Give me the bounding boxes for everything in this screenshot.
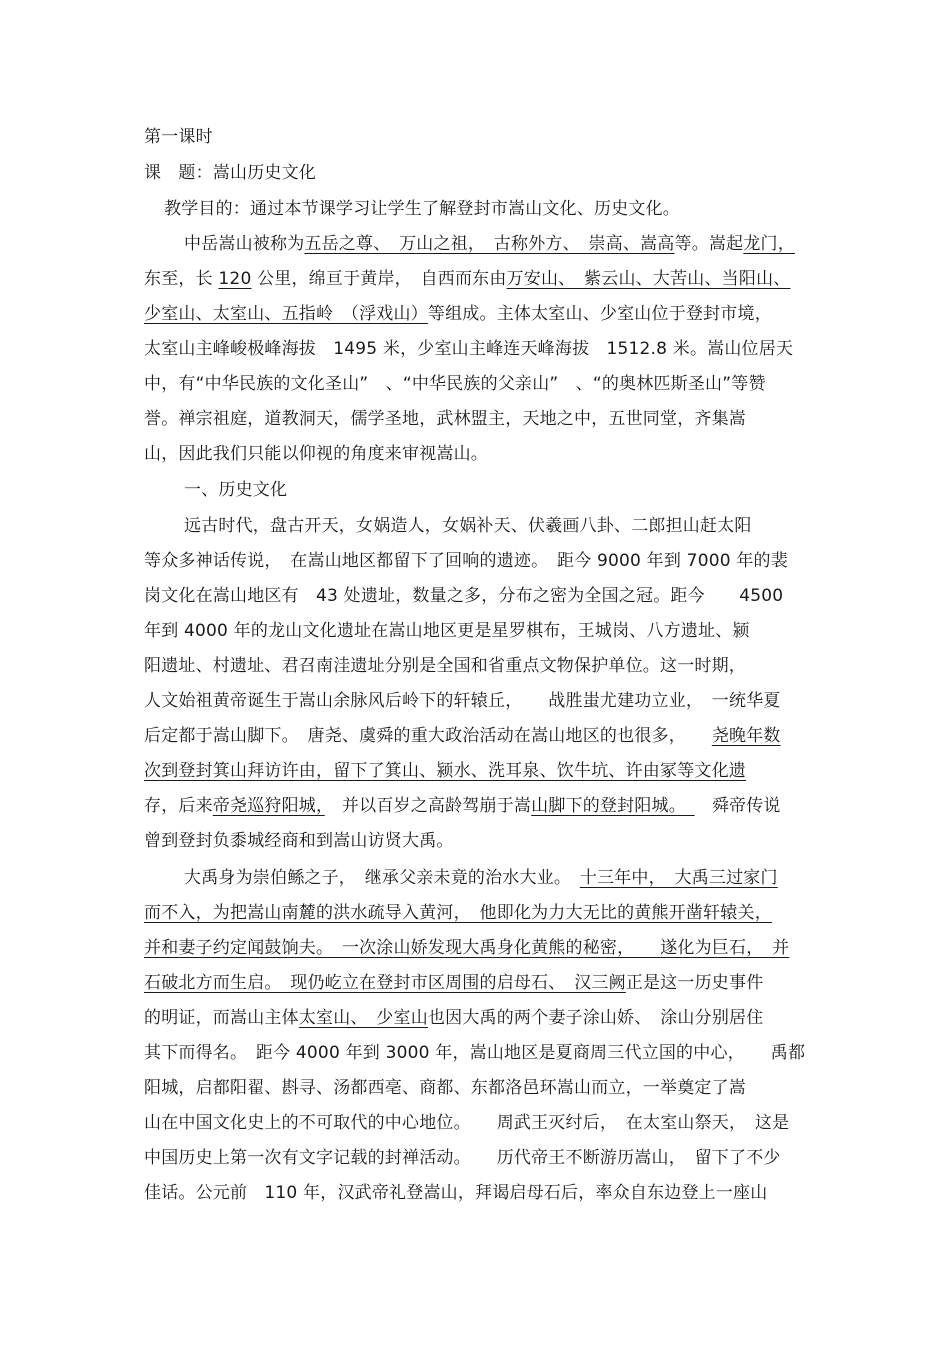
text-run: 等组成。主体太室山、少室山位于登封市境， <box>427 304 772 324</box>
underlined-run: 120 <box>218 269 252 289</box>
history-line-10: 曾到登封负黍城经商和到嵩山访贤大禹。 <box>144 831 454 851</box>
text-run: 后定都于嵩山脚下。 唐尧、虞舜的重大政治活动在嵩山地区的也很多， <box>144 726 712 746</box>
underlined-run: 龙门， <box>743 234 795 254</box>
history-line-5: 阳遗址、村遗址、君召南洼遗址分别是全国和省重点文物保护单位。这一时期， <box>144 656 746 676</box>
yu-line-7: 阳城，启都阳翟、斟寻、汤都西亳、商都、东都洛邑环嵩山而立，一举奠定了嵩 <box>144 1078 746 1098</box>
text-run: 大禹身为崇伯鲧之子， 继承父亲未竟的治水大业。 <box>184 868 580 888</box>
yu-line-1 <box>144 863 854 893</box>
underlined-run: 次到登封箕山拜访许由，留下了箕山、颍水、洗耳泉、饮牛坑、许由冢等文化遗 <box>144 761 746 781</box>
history-line-3: 岗文化在嵩山地区有 43 处遗址，数量之多，分布之密为全国之冠。距今 4500 <box>144 586 784 606</box>
yu-line-4 <box>144 968 814 998</box>
underlined-run: 尧晚年数 <box>711 726 781 746</box>
history-line-4: 年到 4000 年的龙山文化遗址在嵩山地区更是星罗棋布，王城岗、八方遗址、颍 <box>144 621 750 641</box>
underlined-run: 帝尧巡狩阳城， <box>212 796 325 816</box>
text-run: 东至，长 <box>144 269 219 289</box>
text-run: 也因大禹的两个妻子涂山娇、 涂山分别居住 <box>427 1008 764 1028</box>
yu-line-5 <box>144 1003 814 1033</box>
text-run: 公里，绵亘于黄岸， 自西而东由 <box>251 269 507 289</box>
lesson-heading <box>144 122 814 152</box>
objective-line <box>144 194 834 224</box>
section-title: 一、历史文化 <box>184 480 288 500</box>
text-run: 舜帝传说 <box>694 796 781 816</box>
history-line-1: 远古时代，盘古开天，女娲造人，女娲补天、伏羲画八卦、二郎担山赶太阳 <box>184 516 752 536</box>
underlined-run: 而不入，为把嵩山南麓的洪水疏导入黄河， 他即化为力大无比的黄熊开凿轩辕关， <box>144 903 772 923</box>
topic-text: 课 题：嵩山历史文化 <box>144 163 316 183</box>
text-run: 中岳嵩山被称为 <box>184 234 305 254</box>
text-run: 存，后来 <box>144 796 213 816</box>
yu-line-8: 山在中国文化史上的不可取代的中心地位。 周武王灭纣后， 在太室山祭天， 这是 <box>144 1113 790 1133</box>
history-line-7 <box>144 721 814 751</box>
underlined-run: 少室山、太室山、五指岭 （浮戏山） <box>144 304 428 324</box>
intro-line-1 <box>144 229 834 259</box>
underlined-run: 十三年中， 大禹三过家门 <box>579 868 778 888</box>
underlined-run: 山脚下的登封阳城。 <box>531 796 695 816</box>
history-line-2: 等众多神话传说， 在嵩山地区都留下了回响的遗迹。 距今 9000 年到 7000 年的裴 <box>144 551 788 571</box>
underlined-run: 五岳之尊、 万山之祖， 古称外方、 崇高、嵩高 <box>304 234 675 254</box>
intro-line-7: 山，因此我们只能以仰视的角度来审视嵩山。 <box>144 444 488 464</box>
yu-line-3 <box>144 933 814 963</box>
yu-line-9: 中国历史上第一次有文字记载的封禅活动。 历代帝王不断游历嵩山， 留下了不少 <box>144 1148 781 1168</box>
history-line-8 <box>144 756 814 786</box>
text-run: 正是这一历史事件 <box>625 973 764 993</box>
intro-line-2 <box>144 264 814 294</box>
text-run: 并以百岁之高龄驾崩于嵩 <box>324 796 532 816</box>
intro-line-5: 中，有“中华民族的文化圣山” 、“中华民族的父亲山” 、“的奥林匹斯圣山”等赞 <box>144 374 766 394</box>
underlined-run: 太室山、 少室山 <box>298 1008 428 1028</box>
text-run: 等。嵩起 <box>674 234 744 254</box>
topic-line <box>144 158 814 188</box>
yu-line-6: 其下而得名。 距今 4000 年到 3000 年，嵩山地区是夏商周三代立国的中心， 禹都 <box>144 1043 806 1063</box>
yu-line-2 <box>144 898 814 928</box>
underlined-run: 石破北方而生启。 现仍屹立在登封市区周围的启母石、 汉三阙 <box>144 973 626 993</box>
objective-text: 教学目的：通过本节课学习让学生了解登封市嵩山文化、历史文化。 <box>164 199 680 219</box>
yu-line-10: 佳话。公元前 110 年，汉武帝礼登嵩山，拜谒启母石后，率众自东边登上一座山 <box>144 1183 768 1203</box>
intro-line-4: 太室山主峰峻极峰海拔 1495 米，少室山主峰连天峰海拔 1512.8 米。嵩山位居天 <box>144 339 794 359</box>
intro-line-3 <box>144 299 814 329</box>
underlined-run: 万安山、 紫云山、大苦山、当阳山、 <box>506 269 791 289</box>
intro-line-6: 誉。禅宗祖庭，道教洞天，儒学圣地，武林盟主，天地之中，五世同堂，齐集嵩 <box>144 409 746 429</box>
history-line-9 <box>144 791 814 821</box>
lesson-text: 第一课时 <box>144 127 213 147</box>
history-line-6: 人文始祖黄帝诞生于嵩山余脉风后岭下的轩辕丘， 战胜蚩尤建功立业， 一统华夏 <box>144 691 781 711</box>
underlined-run: 并和妻子约定闻鼓饷夫。 一次涂山娇发现大禹身化黄熊的秘密， 遂化为巨石， 并 <box>144 938 790 958</box>
text-run: 的明证，而嵩山主体 <box>144 1008 299 1028</box>
